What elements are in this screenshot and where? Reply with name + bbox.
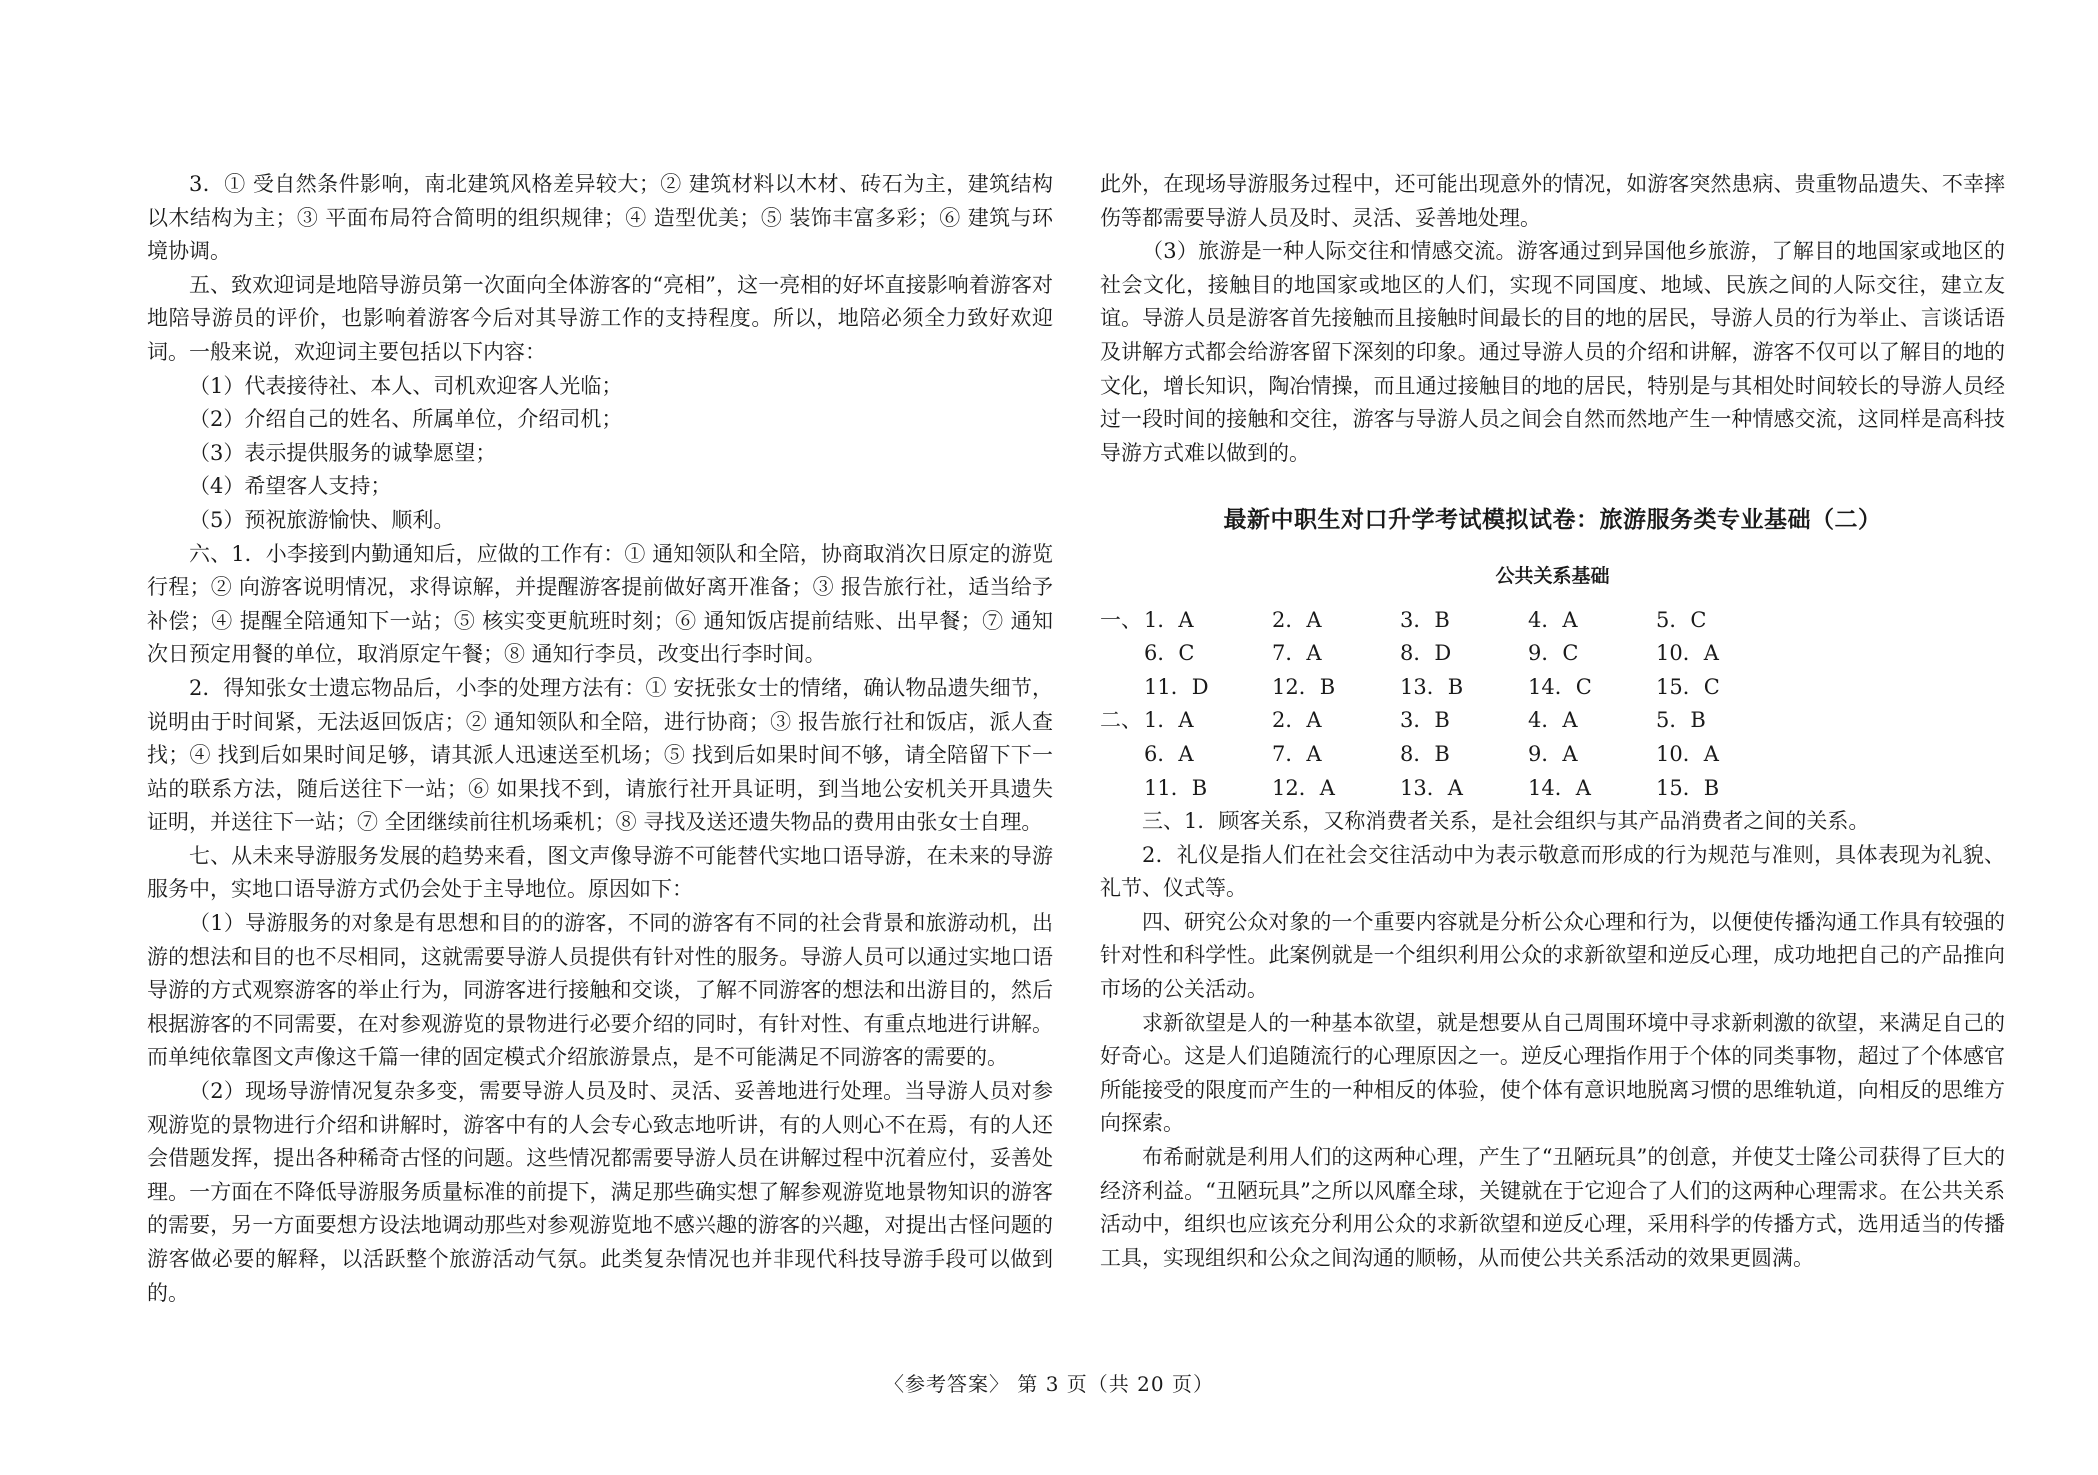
answer-cell: 10．A [1656, 641, 1719, 666]
answer-cell: 5．C [1656, 607, 1707, 632]
answer-cell: 11．B [1144, 775, 1208, 800]
answer-cell: 3．B [1400, 607, 1450, 632]
answer-cell: 9．C [1528, 641, 1579, 666]
paragraph: 2．礼仪是指人们在社会交往活动中为表示敬意而形成的行为规范与准则，具体表现为礼貌、礼节、仪式等。 [1100, 842, 2005, 901]
paragraph: 此外，在现场导游服务过程中，还可能出现意外的情况，如游客突然患病、贵重物品遗失、不幸摔伤等都需要导游人员及时、灵活、妥善地处理。 [1100, 172, 2005, 230]
answer-cell: 8．B [1400, 741, 1450, 766]
answer-cell: 5．B [1656, 708, 1706, 733]
paragraph: 七、从未来导游服务发展的趋势来看，图文声像导游不可能替代实地口语导游，在未来的导游服务中，实地口语导游方式仍会处于主导地位。原因如下： [147, 843, 1053, 902]
list-item: （3）表示提供服务的诚挚愿望； [189, 440, 497, 465]
list-item: （4）希望客人支持； [189, 474, 392, 499]
paragraph: （3）旅游是一种人际交往和情感交流。游客通过到异国他乡旅游，了解目的地国家或地区的社会文化，接触目的地国家或地区的人们，实现不同国度、地域、民族之间的人际交往，建立友谊。导游人员是游客首先接触而且接触时间最长的目的地的居民，导游人员的行为举止、言谈话语及讲解方式都会给游客留下深刻的印象。通过导游人员的介绍和讲解，游客不仅可以了解目的地的文化，增长知识，陶冶情操，而且通过接触目的地的居民，特别是与其相处时间较长的导游人员经过一段时间的接触和交往，游客与导游人员之间会自然而然地产生一种情感交流，这同样是高科技导游方式难以做到的。 [1100, 239, 2005, 465]
answer-section-label: 一、 [1100, 607, 1142, 632]
answer-cell: 11．D [1144, 674, 1209, 699]
answer-cell: 13．A [1400, 775, 1463, 800]
left-column [147, 168, 1053, 1310]
answer-cell: 15．C [1656, 674, 1720, 699]
answer-cell: 4．A [1528, 607, 1578, 632]
answer-cell: 6．A [1144, 741, 1194, 766]
answer-cell: 13．B [1400, 674, 1464, 699]
subsection-title: 公共关系基础 [1495, 564, 1610, 587]
answer-cell: 7．A [1272, 741, 1322, 766]
answer-cell: 9．A [1528, 741, 1578, 766]
answer-row [1100, 704, 2005, 738]
paragraph: 四、研究公众对象的一个重要内容就是分析公众心理和行为，以便使传播沟通工作具有较强的针对性和科学性。此案例就是一个组织利用公众的求新欲望和逆反心理，成功地把自己的产品推向市场的公关活动。 [1100, 909, 2005, 1002]
answer-cell: 14．C [1528, 674, 1592, 699]
paragraph: 布希耐就是利用人们的这两种心理，产生了“丑陋玩具”的创意，并使艾士隆公司获得了巨大的经济利益。“丑陋玩具”之所以风靡全球，关键就在于它迎合了人们的这两种心理需求。在公共关系活动中，组织也应该充分利用公众的求新欲望和逆反心理，采用科学的传播方式，选用适当的传播工具，实现组织和公众之间沟通的顺畅，从而使公共关系活动的效果更圆满。 [1100, 1145, 2005, 1270]
section-title: 最新中职生对口升学考试模拟试卷：旅游服务类专业基础（二） [1223, 507, 1882, 534]
paragraph: （1）导游服务的对象是有思想和目的的游客，不同的游客有不同的社会背景和旅游动机，出游的想法和目的也不尽相同，这就需要导游人员提供有针对性的服务。导游人员可以通过实地口语导游的方式观察游客的举止行为，同游客进行接触和交谈，了解不同游客的想法和出游目的，然后根据游客的不同需要，在对参观游览的景物进行必要介绍的同时，有针对性、有重点地进行讲解。而单纯依靠图文声像这千篇一律的固定模式介绍旅游景点，是不可能满足不同游客的需要的。 [147, 911, 1053, 1070]
answer-cell: 8．D [1400, 641, 1452, 666]
right-column [1100, 168, 2005, 1275]
paragraph: 2．得知张女士遗忘物品后，小李的处理方法有：① 安抚张女士的情绪，确认物品遗失细节，说明由于时间紧，无法返回饭店；② 通知领队和全陪，进行协商；③ 报告旅行社和饭店，派人查找；④ 找到后如果时间足够，请其派人迅速送至机场；⑤ 找到后如果时间不够，请全陪留下下一站的联系方法，随后送往下一站；⑥ 如果找不到，请旅行社开具证明，到当地公安机关开具遗失证明，并送往下一站；⑦ 全团继续前往机场乘机；⑧ 寻找及送还遗失物品的费用由张女士自理。 [147, 675, 1053, 835]
answer-row [1100, 604, 2005, 638]
answer-cell: 2．A [1272, 708, 1322, 733]
answer-cell: 1．A [1144, 708, 1194, 733]
list-item: （2）介绍自己的姓名、所属单位，介绍司机； [189, 407, 623, 432]
answer-cell: 10．A [1656, 741, 1719, 766]
paragraph: 三、1．顾客关系，又称消费者关系，是社会组织与其产品消费者之间的关系。 [1142, 809, 1870, 834]
answer-cell: 7．A [1272, 641, 1322, 666]
answer-row [1100, 637, 2005, 671]
answer-cell: 6．C [1144, 641, 1195, 666]
answer-cell: 1．A [1144, 607, 1194, 632]
answer-cell: 15．B [1656, 775, 1720, 800]
answer-cell: 4．A [1528, 708, 1578, 733]
answer-cell: 2．A [1272, 607, 1322, 632]
answer-row [1100, 671, 2005, 705]
paragraph: 五、致欢迎词是地陪导游员第一次面向全体游客的“亮相”，这一亮相的好坏直接影响着游客对地陪导游员的评价，也影响着游客今后对其导游工作的支持程度。所以，地陪必须全力致好欢迎词。一般来说，欢迎词主要包括以下内容： [147, 272, 1053, 364]
paragraph: 求新欲望是人的一种基本欲望，就是想要从自己周围环境中寻求新刺激的欲望，来满足自己的好奇心。这是人们追随流行的心理原因之一。逆反心理指作用于个体的同类事物，超过了个体感官所能接受的限度而产生的一种相反的体验，使个体有意识地脱离习惯的思维轨道，向相反的思维方向探索。 [1100, 1010, 2005, 1136]
answer-cell: 3．B [1400, 708, 1450, 733]
answer-grid [1100, 604, 2005, 806]
answer-cell: 12．A [1272, 775, 1335, 800]
page-footer: 〈参考答案〉 第 3 页（共 20 页） [884, 1372, 1214, 1396]
answer-cell: 14．A [1528, 775, 1591, 800]
list-item: （1）代表接待社、本人、司机欢迎客人光临； [189, 373, 623, 398]
paragraph: 3．① 受自然条件影响，南北建筑风格差异较大；② 建筑材料以木材、砖石为主，建筑结构以木结构为主；③ 平面布局符合简明的组织规律；④ 造型优美；⑤ 装饰丰富多彩；⑥ 建筑与环境协调。 [147, 172, 1053, 264]
list-item: （5）预祝旅游愉快、顺利。 [189, 507, 455, 532]
paragraph: 六、1．小李接到内勤通知后，应做的工作有：① 通知领队和全陪，协商取消次日原定的游览行程；② 向游客说明情况，求得谅解，并提醒游客提前做好离开准备；③ 报告旅行社，适当给予补偿；④ 提醒全陪通知下一站；⑤ 核实变更航班时刻；⑥ 通知饭店提前结账、出早餐；⑦ 通知次日预定用餐的单位，取消原定午餐；⑧ 通知行李员，改变出行李时间。 [147, 541, 1053, 667]
paragraph: （2）现场导游情况复杂多变，需要导游人员及时、灵活、妥善地进行处理。当导游人员对参观游览的景物进行介绍和讲解时，游客中有的人会专心致志地听讲，有的人则心不在焉，有的人还会借题发挥，提出各种稀奇古怪的问题。这些情况都需要导游人员在讲解过程中沉着应付，妥善处理。一方面在不降低导游服务质量标准的前提下，满足那些确实想了解参观游览地景物知识的游客的需要，另一方面要想方设法地调动那些对参观游览地不感兴趣的游客的兴趣，对提出古怪问题的游客做必要的解释，以活跃整个旅游活动气氛。此类复杂情况也并非现代科技导游手段可以做到的。 [147, 1079, 1053, 1305]
answer-cell: 12．B [1272, 674, 1336, 699]
answer-row [1100, 738, 2005, 772]
answer-section-label: 二、 [1100, 708, 1142, 733]
answer-row [1100, 772, 2005, 806]
